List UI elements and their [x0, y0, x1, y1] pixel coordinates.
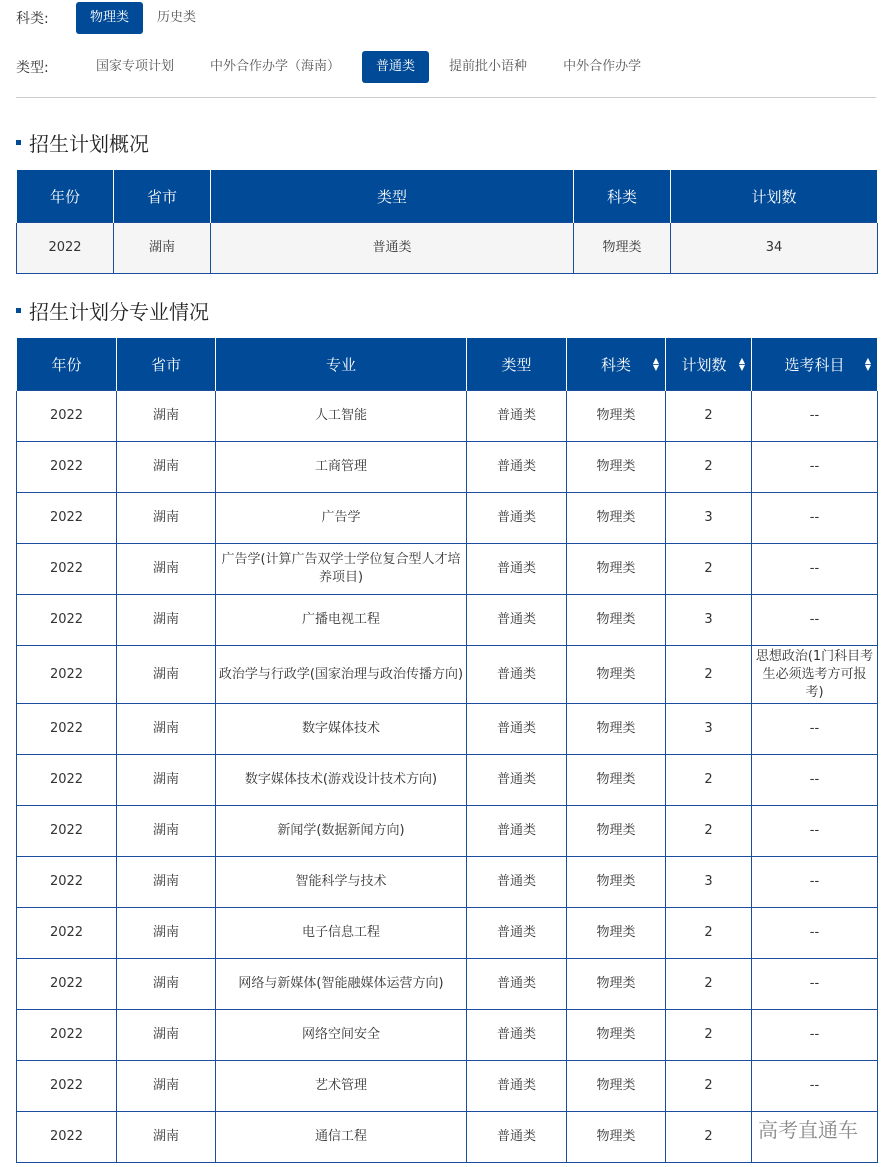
type-filter	[16, 51, 655, 83]
cell-subject: 物理类	[567, 1061, 666, 1112]
cell-elective: --	[752, 857, 878, 908]
cell-subject: 物理类	[567, 544, 666, 595]
table-row	[17, 959, 878, 1010]
cell-plan: 2	[666, 806, 752, 857]
cell: 2022	[17, 223, 114, 274]
cell-year: 2022	[17, 806, 117, 857]
header-year: 年份	[17, 170, 114, 223]
cell-plan: 3	[666, 493, 752, 544]
cell-elective: --	[752, 391, 878, 442]
type-option[interactable]: 中外合作办学	[563, 59, 642, 74]
cell-plan: 3	[666, 857, 752, 908]
type-option[interactable]: 中外合作办学（海南）	[210, 59, 341, 74]
cell-subject: 物理类	[567, 959, 666, 1010]
cell-major: 数字媒体技术	[216, 704, 467, 755]
cell-subject: 物理类	[567, 908, 666, 959]
cell-subject: 物理类	[567, 646, 666, 704]
cell-major: 网络与新媒体(智能融媒体运营方向)	[216, 959, 467, 1010]
header-type: 类型	[211, 170, 574, 223]
cell-elective: --	[752, 442, 878, 493]
cell-type: 普通类	[467, 1010, 567, 1061]
table-row	[17, 544, 878, 595]
cell-type: 普通类	[467, 646, 567, 704]
cell-plan: 2	[666, 442, 752, 493]
section-title-overview: 招生计划概况	[16, 128, 149, 157]
cell-major: 数字媒体技术(游戏设计技术方向)	[216, 755, 467, 806]
cell-province: 湖南	[117, 1061, 216, 1112]
header-major: 专业	[216, 338, 467, 391]
header-elective[interactable]: 选考科目 ▲ ▼	[752, 338, 878, 391]
table-row	[17, 857, 878, 908]
cell-major: 智能科学与技术	[216, 857, 467, 908]
cell-subject: 物理类	[567, 1112, 666, 1163]
cell-province: 湖南	[117, 391, 216, 442]
table-row	[17, 595, 878, 646]
table-row	[17, 223, 878, 274]
cell-year: 2022	[17, 493, 117, 544]
cell-subject: 物理类	[567, 755, 666, 806]
cell-elective: --	[752, 704, 878, 755]
cell-subject: 物理类	[567, 442, 666, 493]
table-header	[17, 338, 878, 391]
cell-year: 2022	[17, 1010, 117, 1061]
cell-year: 2022	[17, 1061, 117, 1112]
cell-year: 2022	[17, 908, 117, 959]
cell-year: 2022	[17, 704, 117, 755]
cell-type: 普通类	[467, 595, 567, 646]
cell-major: 政治学与行政学(国家治理与政治传播方向)	[216, 646, 467, 704]
cell-plan: 2	[666, 1112, 752, 1163]
cell-province: 湖南	[117, 806, 216, 857]
cell-year: 2022	[17, 595, 117, 646]
cell-year: 2022	[17, 857, 117, 908]
cell-type: 普通类	[467, 391, 567, 442]
cell-type: 普通类	[467, 857, 567, 908]
cell-major: 通信工程	[216, 1112, 467, 1163]
table-row	[17, 704, 878, 755]
cell-type: 普通类	[467, 1061, 567, 1112]
cell-plan: 3	[666, 595, 752, 646]
cell-major: 广告学	[216, 493, 467, 544]
cell-major: 工商管理	[216, 442, 467, 493]
header-subject: 科类	[574, 170, 671, 223]
majors-table	[16, 337, 878, 1163]
table-header	[17, 170, 878, 223]
cell-elective: 思想政治(1门科目考生必须选考方可报考)	[752, 646, 878, 704]
cell-type: 普通类	[467, 493, 567, 544]
subject-option-physics[interactable]: 物理类	[76, 2, 143, 34]
cell: 物理类	[574, 223, 671, 274]
cell-year: 2022	[17, 544, 117, 595]
cell-year: 2022	[17, 959, 117, 1010]
cell-type: 普通类	[467, 755, 567, 806]
table-row	[17, 806, 878, 857]
cell-plan: 2	[666, 391, 752, 442]
cell-province: 湖南	[117, 442, 216, 493]
cell-province: 湖南	[117, 959, 216, 1010]
cell-type: 普通类	[467, 1112, 567, 1163]
cell-year: 2022	[17, 391, 117, 442]
cell-plan: 2	[666, 1010, 752, 1061]
cell-plan: 3	[666, 704, 752, 755]
header-subject[interactable]: 科类 ▲ ▼	[567, 338, 666, 391]
type-option[interactable]: 国家专项计划	[96, 59, 175, 74]
cell-province: 湖南	[117, 646, 216, 704]
header-year: 年份	[17, 338, 117, 391]
cell: 34	[671, 223, 878, 274]
header-type: 类型	[467, 338, 567, 391]
cell-plan: 2	[666, 908, 752, 959]
cell-subject: 物理类	[567, 391, 666, 442]
table-row	[17, 1061, 878, 1112]
sort-icon[interactable]: ▲ ▼	[864, 356, 871, 372]
cell-plan: 2	[666, 959, 752, 1010]
subject-filter-label: 科类:	[16, 11, 49, 27]
watermark: 高考直通车	[758, 1118, 858, 1142]
type-option-active[interactable]: 普通类	[362, 51, 429, 83]
cell-year: 2022	[17, 646, 117, 704]
cell-elective: --	[752, 595, 878, 646]
cell-major: 网络空间安全	[216, 1010, 467, 1061]
cell-major: 广播电视工程	[216, 595, 467, 646]
cell-province: 湖南	[117, 493, 216, 544]
sort-icon[interactable]: ▲ ▼	[738, 356, 745, 372]
cell-elective: --	[752, 1010, 878, 1061]
header-plan: 计划数	[671, 170, 878, 223]
cell-type: 普通类	[467, 806, 567, 857]
cell-type: 普通类	[467, 544, 567, 595]
cell: 湖南	[114, 223, 211, 274]
cell-plan: 2	[666, 544, 752, 595]
cell-type: 普通类	[467, 704, 567, 755]
table-row	[17, 646, 878, 704]
cell-year: 2022	[17, 755, 117, 806]
cell: 普通类	[211, 223, 574, 274]
cell-province: 湖南	[117, 857, 216, 908]
table-row	[17, 493, 878, 544]
cell-major: 广告学(计算广告双学士学位复合型人才培养项目)	[216, 544, 467, 595]
cell-type: 普通类	[467, 959, 567, 1010]
header-plan[interactable]: 计划数 ▲ ▼	[666, 338, 752, 391]
cell-subject: 物理类	[567, 857, 666, 908]
cell-major: 艺术管理	[216, 1061, 467, 1112]
subject-filter	[16, 2, 210, 34]
cell-province: 湖南	[117, 595, 216, 646]
cell-subject: 物理类	[567, 704, 666, 755]
cell-year: 2022	[17, 1112, 117, 1163]
sort-icon[interactable]: ▲ ▼	[652, 356, 659, 372]
table-row	[17, 1010, 878, 1061]
table-row	[17, 908, 878, 959]
type-filter-label: 类型:	[16, 60, 49, 76]
cell-plan: 2	[666, 646, 752, 704]
cell-province: 湖南	[117, 704, 216, 755]
cell-major: 电子信息工程	[216, 908, 467, 959]
table-row	[17, 391, 878, 442]
overview-table	[16, 169, 878, 274]
type-option[interactable]: 提前批小语种	[449, 59, 528, 74]
divider	[16, 97, 876, 98]
cell-year: 2022	[17, 442, 117, 493]
cell-elective: --	[752, 1061, 878, 1112]
cell-province: 湖南	[117, 908, 216, 959]
cell-elective: --	[752, 755, 878, 806]
cell-major: 人工智能	[216, 391, 467, 442]
cell-plan: 2	[666, 755, 752, 806]
cell-elective: --	[752, 806, 878, 857]
cell-province: 湖南	[117, 544, 216, 595]
cell-province: 湖南	[117, 755, 216, 806]
cell-subject: 物理类	[567, 595, 666, 646]
cell-province: 湖南	[117, 1112, 216, 1163]
cell-subject: 物理类	[567, 1010, 666, 1061]
section-title-majors: 招生计划分专业情况	[16, 296, 209, 325]
cell-subject: 物理类	[567, 806, 666, 857]
cell-type: 普通类	[467, 442, 567, 493]
header-province: 省市	[117, 338, 216, 391]
table-row	[17, 755, 878, 806]
cell-elective: --	[752, 908, 878, 959]
cell-elective: --	[752, 959, 878, 1010]
header-province: 省市	[114, 170, 211, 223]
cell-province: 湖南	[117, 1010, 216, 1061]
table-row	[17, 442, 878, 493]
cell-plan: 2	[666, 1061, 752, 1112]
cell-subject: 物理类	[567, 493, 666, 544]
cell-elective: --	[752, 493, 878, 544]
table-row	[17, 1112, 878, 1163]
cell-type: 普通类	[467, 908, 567, 959]
subject-option-history[interactable]: 历史类	[157, 10, 197, 25]
cell-major: 新闻学(数据新闻方向)	[216, 806, 467, 857]
cell-elective: --	[752, 544, 878, 595]
